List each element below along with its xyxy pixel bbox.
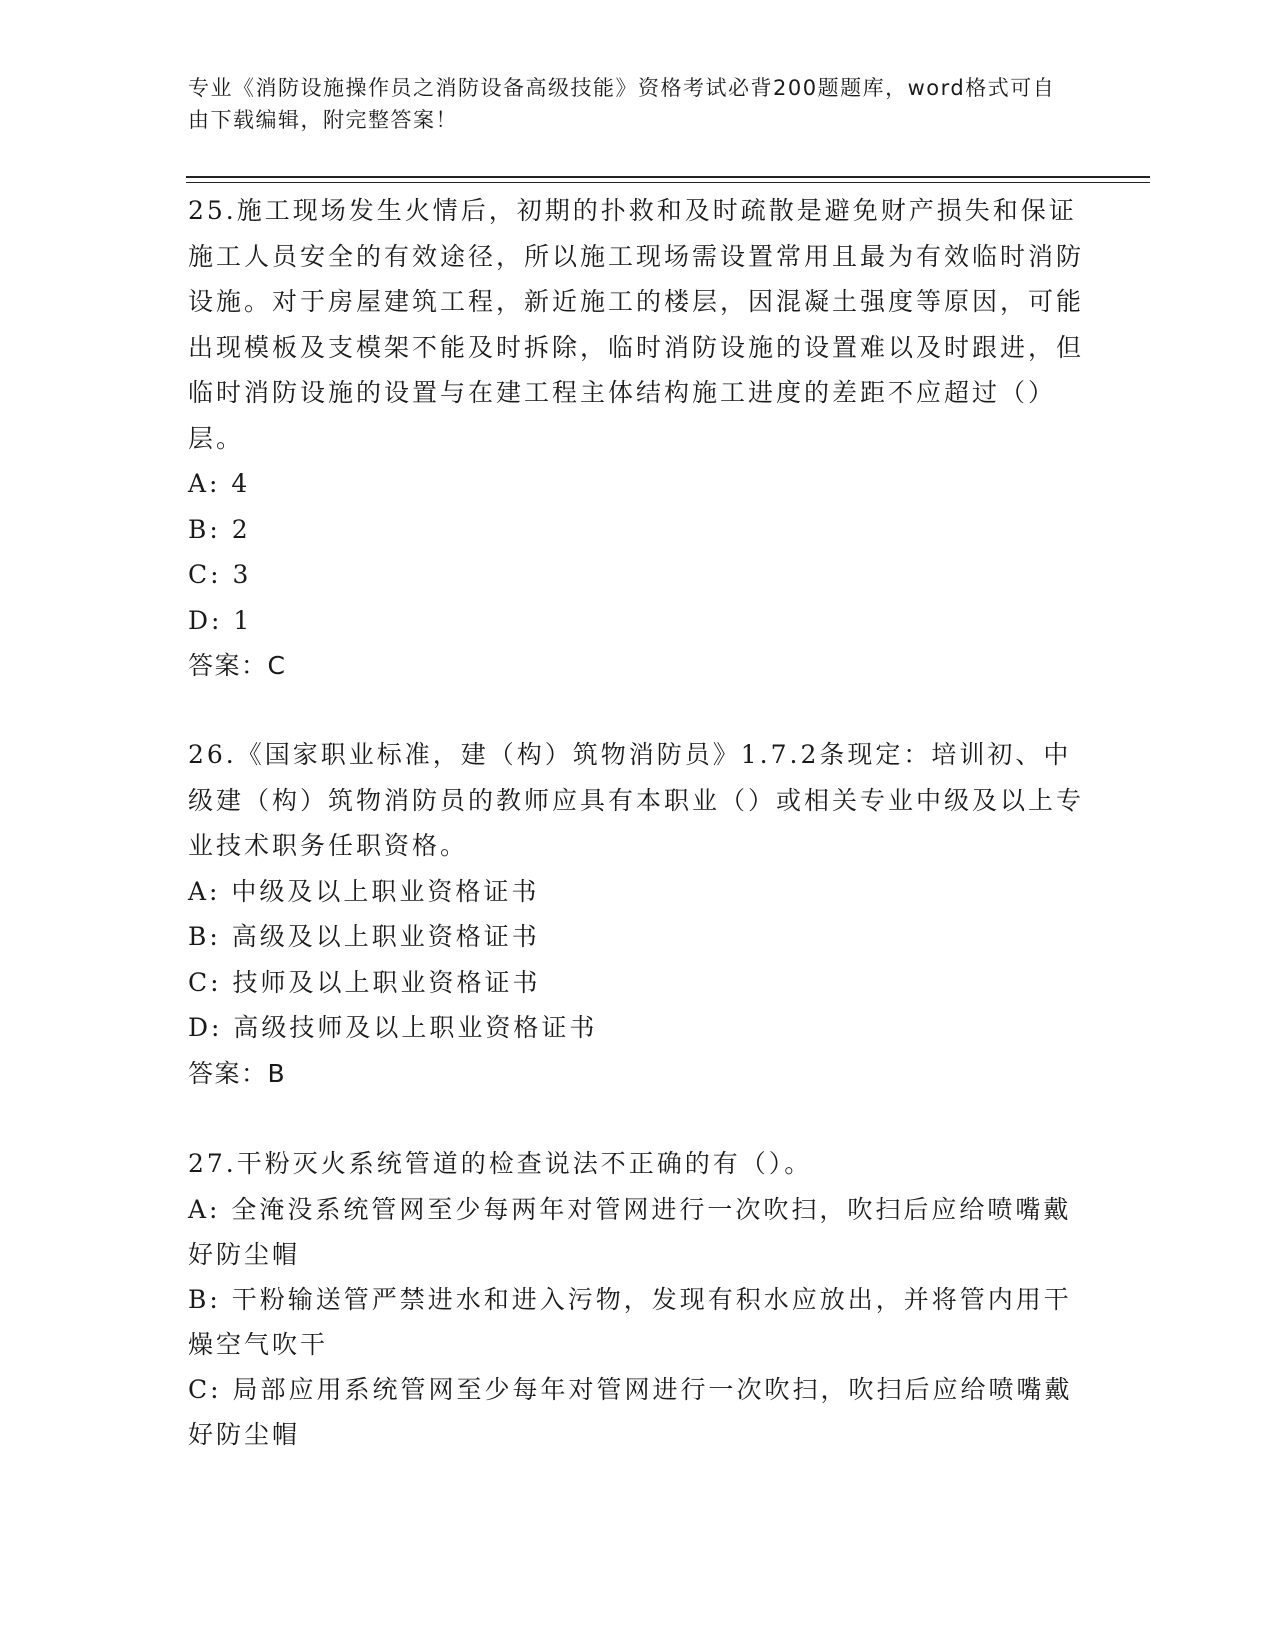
question-stem: 27.干粉灭火系统管道的检查说法不正确的有（）。	[188, 1149, 813, 1178]
option-b: B: 干粉输送管严禁进水和进入污物，发现有积水应放出，并将管内用干燥空气吹干	[188, 1284, 1072, 1359]
answer: 答案：B	[188, 1058, 287, 1088]
option-b: B: 高级及以上职业资格证书	[188, 922, 540, 951]
question-stem: 25.施工现场发生火情后，初期的扑救和及时疏散是避免财产损失和保证施工人员安全的有效途径，所以施工现场需设置常用且最为有效临时消防设施。对于房屋建筑工程，新近施工的楼层，因混凝土强度等原因，可能出现模板及支模架不能及时拆除，临时消防设施的设置难以及时跟进，但临时消防设施的设置与在建工程主体结构施工进度的差距不应超过（）层。	[188, 196, 1085, 453]
option-d: D: 1	[188, 605, 253, 635]
option-c: C: 技师及以上职业资格证书	[188, 967, 541, 997]
option-a: A: 4	[188, 469, 251, 498]
question-26	[188, 732, 1088, 1096]
answer: 答案：C	[188, 651, 287, 680]
option-a: A: 全淹没系统管网至少每两年对管网进行一次吹扫，吹扫后应给喷嘴戴好防尘帽	[188, 1194, 1072, 1269]
question-27	[188, 1141, 1088, 1457]
option-c: C: 局部应用系统管网至少每年对管网进行一次吹扫，吹扫后应给喷嘴戴好防尘帽	[188, 1374, 1073, 1449]
option-a: A: 中级及以上职业资格证书	[188, 876, 540, 906]
option-b: B: 2	[188, 514, 251, 544]
header-divider-thin	[186, 182, 1150, 183]
question-25	[188, 188, 1088, 689]
header-divider	[186, 176, 1150, 178]
question-stem: 26.《国家职业标准，建（构）筑物消防员》1.7.2条现定：培训初、中级建（构）筑物消防员的教师应具有本职业（）或相关专业中级及以上专业技术职务任职资格。	[188, 740, 1085, 860]
document-header: 专业《消防设施操作员之消防设备高级技能》资格考试必背200题题库，word格式可自由下载编辑，附完整答案！	[188, 76, 1056, 132]
option-c: C: 3	[188, 560, 252, 589]
option-d: D: 高级技师及以上职业资格证书	[188, 1013, 598, 1042]
